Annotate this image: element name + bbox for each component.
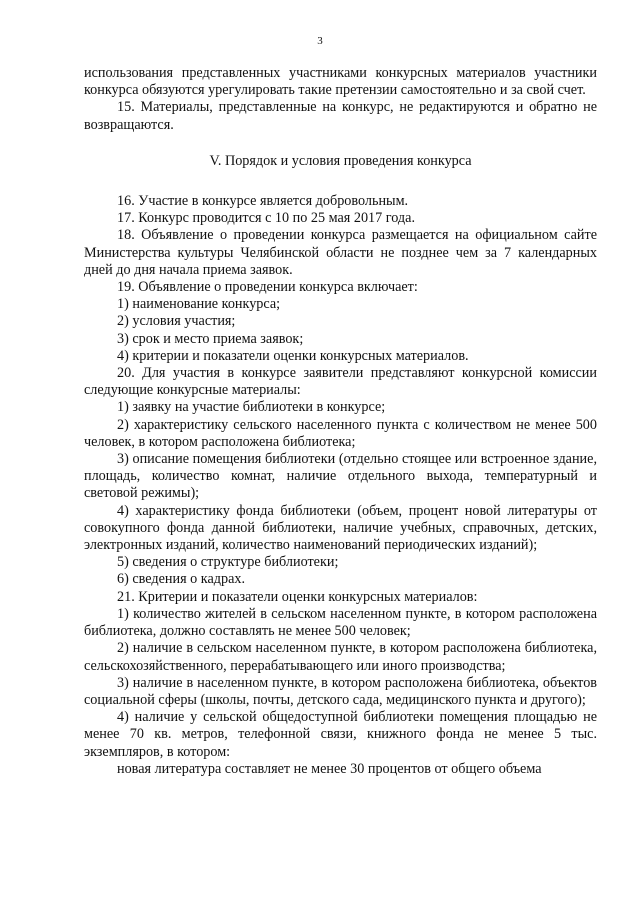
list-item: 4) критерии и показатели оценки конкурсных материалов. bbox=[117, 347, 469, 364]
paragraph-15: 15. Материалы, представленные на конкурс, не редактируются и обратно не возвращаются. bbox=[84, 99, 597, 133]
paragraph-16: 16. Участие в конкурсе является добровольным. bbox=[117, 193, 409, 210]
list-item: 2) характеристику сельского населенного пункта с количеством не менее 500 человек, в котором расположена библиотека; bbox=[84, 416, 597, 450]
list-item: 2) условия участия; bbox=[117, 313, 236, 330]
list-item: 1) наименование конкурса; bbox=[117, 296, 281, 313]
list-item: 3) наличие в населенном пункте, в котором расположена библиотека, объектов социальной сферы (школы, почты, детского сада, медицинского пункта и другого); bbox=[84, 674, 597, 708]
document-body bbox=[84, 65, 597, 778]
list-item: 6) сведения о кадрах. bbox=[117, 571, 246, 588]
list-item: 5) сведения о структуре библиотеки; bbox=[117, 554, 339, 571]
paragraph-19: 19. Объявление о проведении конкурса включает: bbox=[117, 279, 418, 296]
list-item: 1) заявку на участие библиотеки в конкурсе; bbox=[117, 399, 386, 416]
section-heading: V. Порядок и условия проведения конкурса bbox=[209, 152, 472, 169]
paragraph-17: 17. Конкурс проводится с 10 по 25 мая 2017 года. bbox=[117, 210, 415, 227]
list-item: 4) характеристику фонда библиотеки (объем, процент новой литературы от совокупного фонда данной библиотеки, наличие учебных, справочных, детских, электронных изданий, количество наименований периодических изданий); bbox=[84, 502, 597, 554]
paragraph-20: 20. Для участия в конкурсе заявители представляют конкурсной комиссии следующие конкурсные материалы: bbox=[84, 365, 597, 399]
sub-item: новая литература составляет не менее 30 процентов от общего объема bbox=[117, 760, 542, 777]
list-item: 3) описание помещения библиотеки (отдельно стоящее или встроенное здание, площадь, количество комнат, наличие отдельного выхода, температурный и световой режимы); bbox=[84, 451, 597, 502]
list-item: 2) наличие в сельском населенном пункте, в котором расположена библиотека, сельскохозяйственного, перерабатывающего или иного производства; bbox=[84, 640, 597, 674]
page-number: 3 bbox=[317, 35, 323, 47]
paragraph-continued: использования представленных участниками конкурсных материалов участники конкурса обязуются урегулировать такие претензии самостоятельно и за свой счет. bbox=[84, 65, 597, 99]
list-item: 4) наличие у сельской общедоступной библиотеки помещения площадью не менее 70 кв. метров, телефонной связи, книжного фонда не менее 5 тыс. экземпляров, в котором: bbox=[84, 709, 597, 760]
list-item: 3) срок и место приема заявок; bbox=[117, 330, 304, 347]
paragraph-21: 21. Критерии и показатели оценки конкурсных материалов: bbox=[117, 588, 478, 605]
list-item: 1) количество жителей в сельском населенном пункте, в котором расположена библиотека, должно составлять не менее 500 человек; bbox=[84, 605, 597, 640]
paragraph-18: 18. Объявление о проведении конкурса размещается на официальном сайте Министерства культуры Челябинской области не позднее чем за 7 календарных дней до дня начала приема заявок. bbox=[84, 227, 597, 278]
